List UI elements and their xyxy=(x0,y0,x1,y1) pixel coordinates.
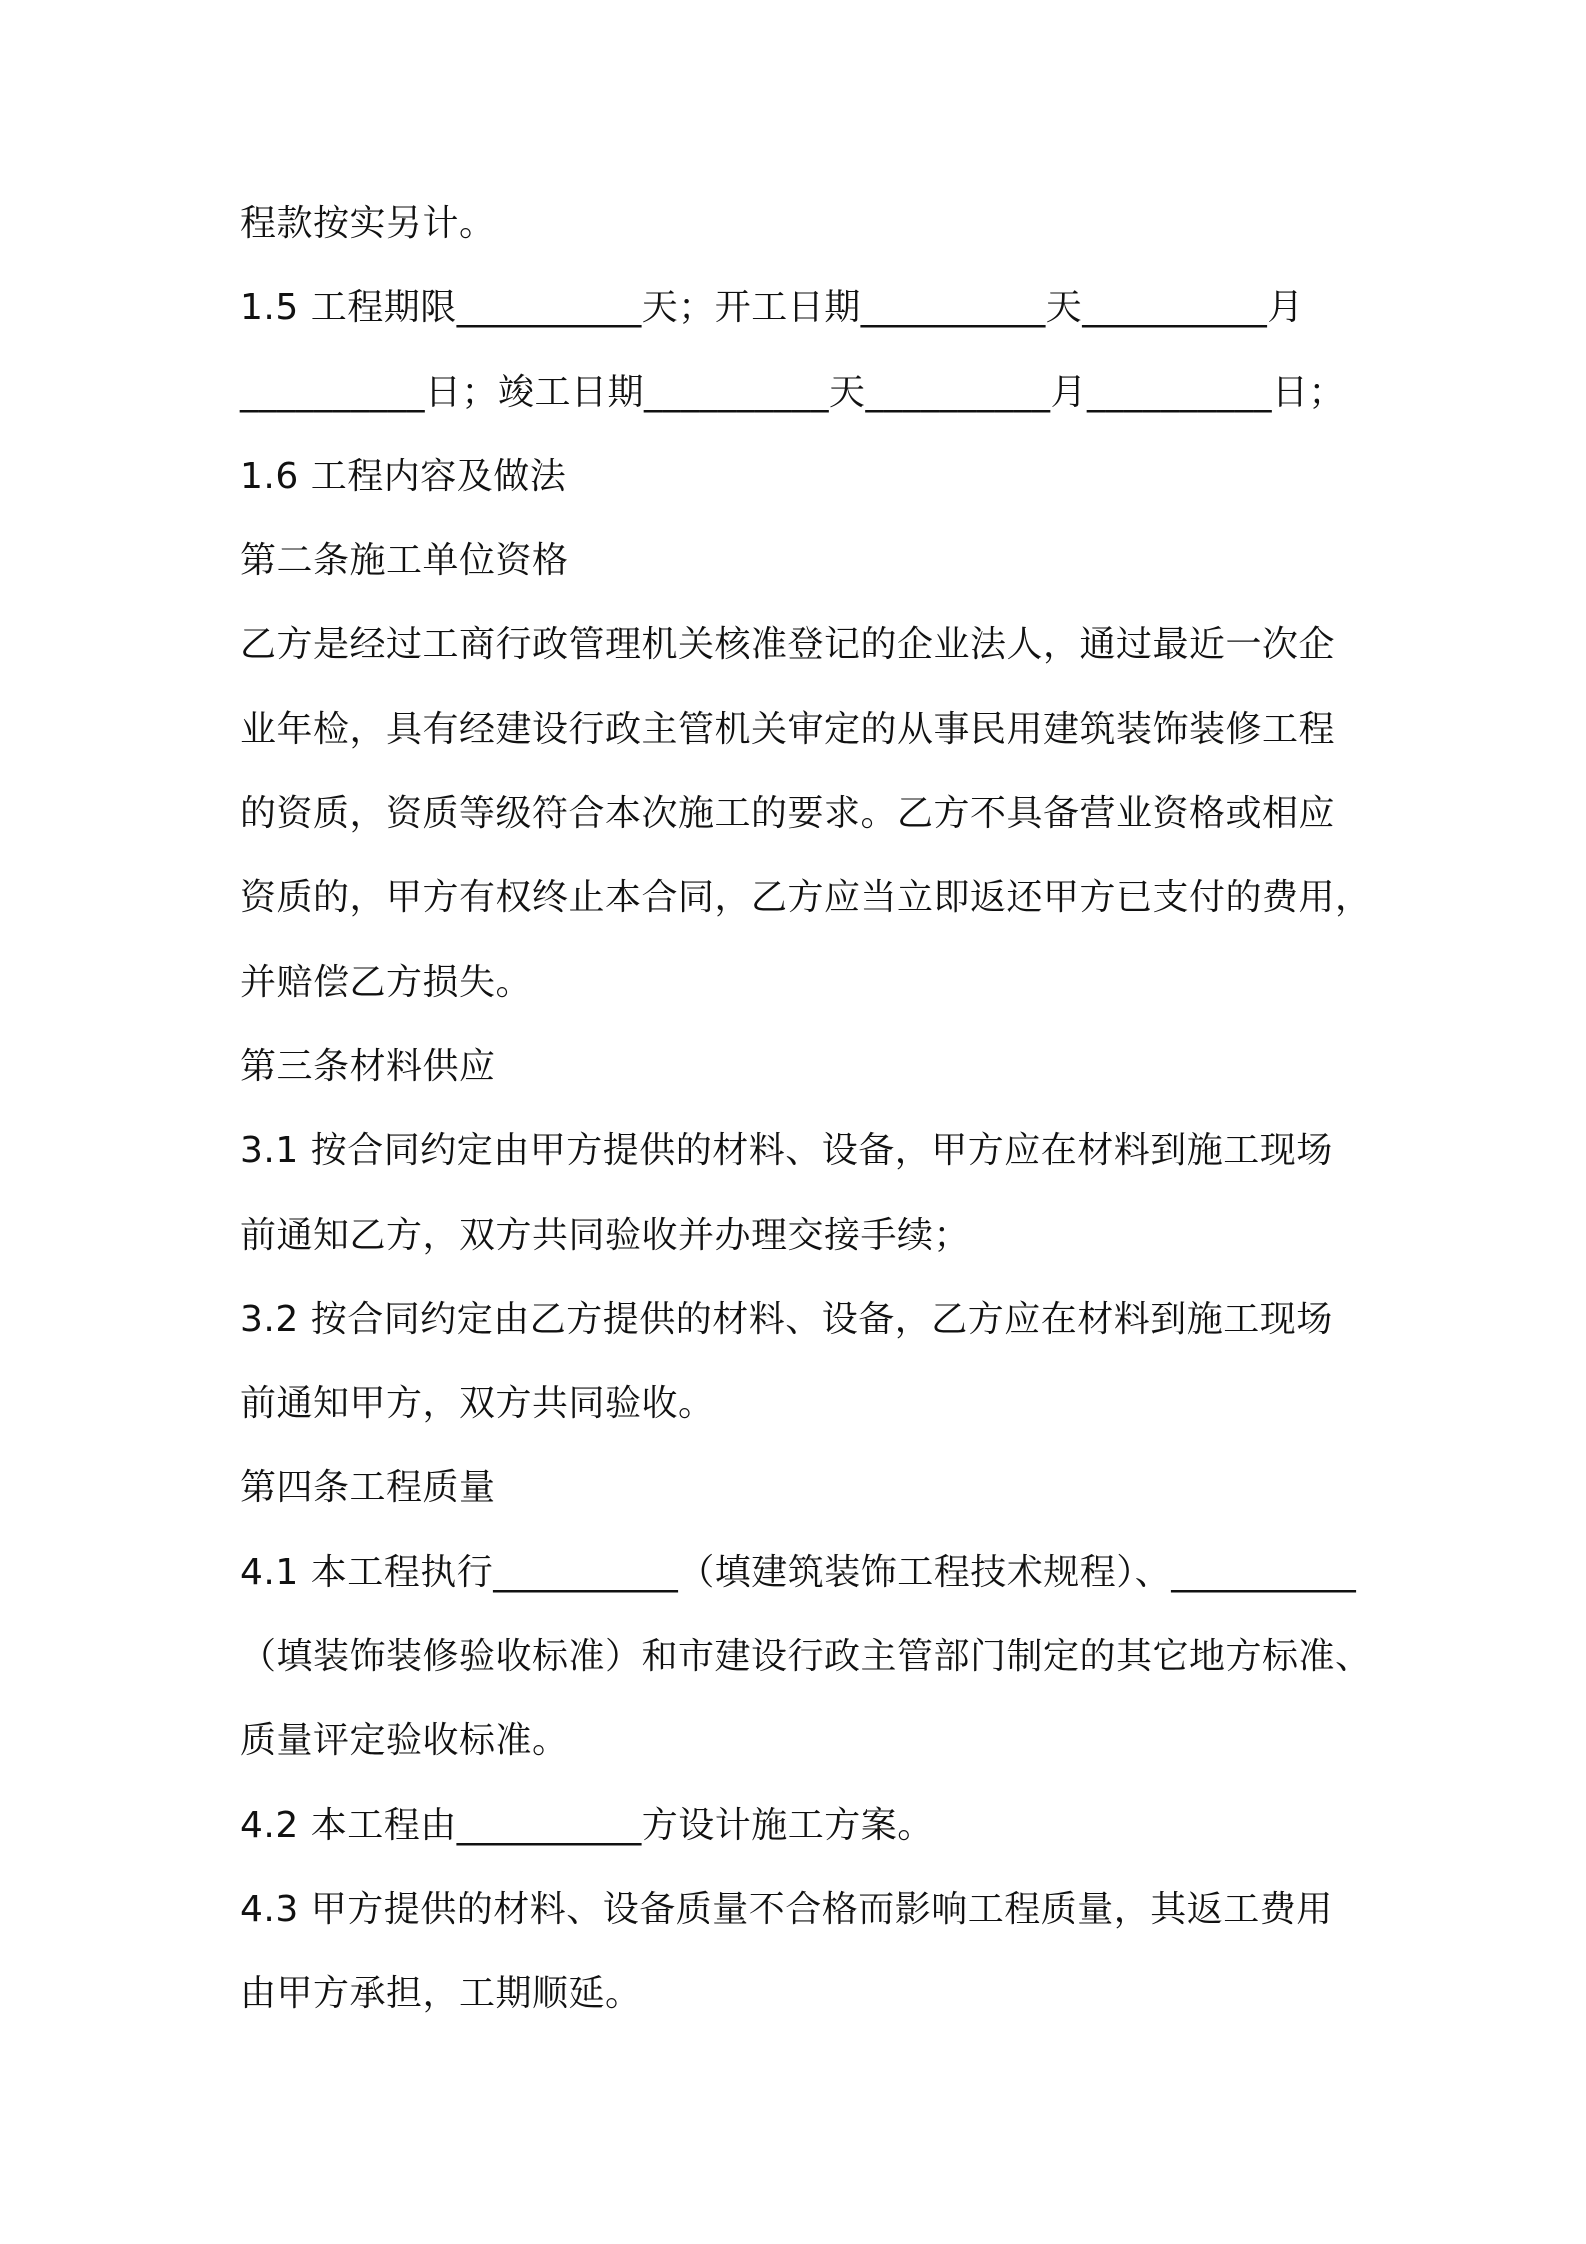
text-line: 程款按实另计。 xyxy=(240,203,496,244)
text-line: 前通知乙方，双方共同验收并办理交接手续； xyxy=(240,1214,971,1256)
text-line: （填装饰装修验收标准）和市建设行政主管部门制定的其它地方标准、 xyxy=(240,1636,1372,1678)
text-line: 前通知甲方，双方共同验收。 xyxy=(240,1383,715,1425)
text-line: __________日；竣工日期__________天__________月__________日； xyxy=(240,371,1346,413)
section-heading: 第三条材料供应 xyxy=(240,1045,496,1087)
text-line: 并赔偿乙方损失。 xyxy=(240,961,533,1003)
text-line: 乙方是经过工商行政管理机关核准登记的企业法人，通过最近一次企 xyxy=(240,624,1336,666)
text-line: 质量评定验收标准。 xyxy=(240,1720,569,1762)
text-line: 4.2 本工程由__________方设计施工方案。 xyxy=(240,1804,934,1846)
text-line: 资质的，甲方有权终止本合同，乙方应当立即返还甲方已支付的费用， xyxy=(240,877,1372,919)
text-line: 4.1 本工程执行__________（填建筑装饰工程技术规程）、__________ xyxy=(240,1551,1357,1593)
section-heading: 1.6 工程内容及做法 xyxy=(240,455,567,497)
section-heading: 第四条工程质量 xyxy=(240,1467,496,1509)
text-line: 3.1 按合同约定由甲方提供的材料、设备，甲方应在材料到施工现场 xyxy=(240,1130,1333,1172)
section-heading: 第二条施工单位资格 xyxy=(240,540,569,582)
text-line: 4.3 甲方提供的材料、设备质量不合格而影响工程质量，其返工费用 xyxy=(240,1888,1333,1930)
text-line: 3.2 按合同约定由乙方提供的材料、设备，乙方应在材料到施工现场 xyxy=(240,1298,1333,1340)
text-line: 业年检，具有经建设行政主管机关审定的从事民用建筑装饰装修工程 xyxy=(240,708,1336,750)
document-page xyxy=(240,196,1370,2051)
text-line: 由甲方承担，工期顺延。 xyxy=(240,1973,642,2015)
text-line: 的资质，资质等级符合本次施工的要求。乙方不具备营业资格或相应 xyxy=(240,793,1336,835)
text-line: 1.5 工程期限__________天；开工日期__________天__________月 xyxy=(240,287,1304,329)
